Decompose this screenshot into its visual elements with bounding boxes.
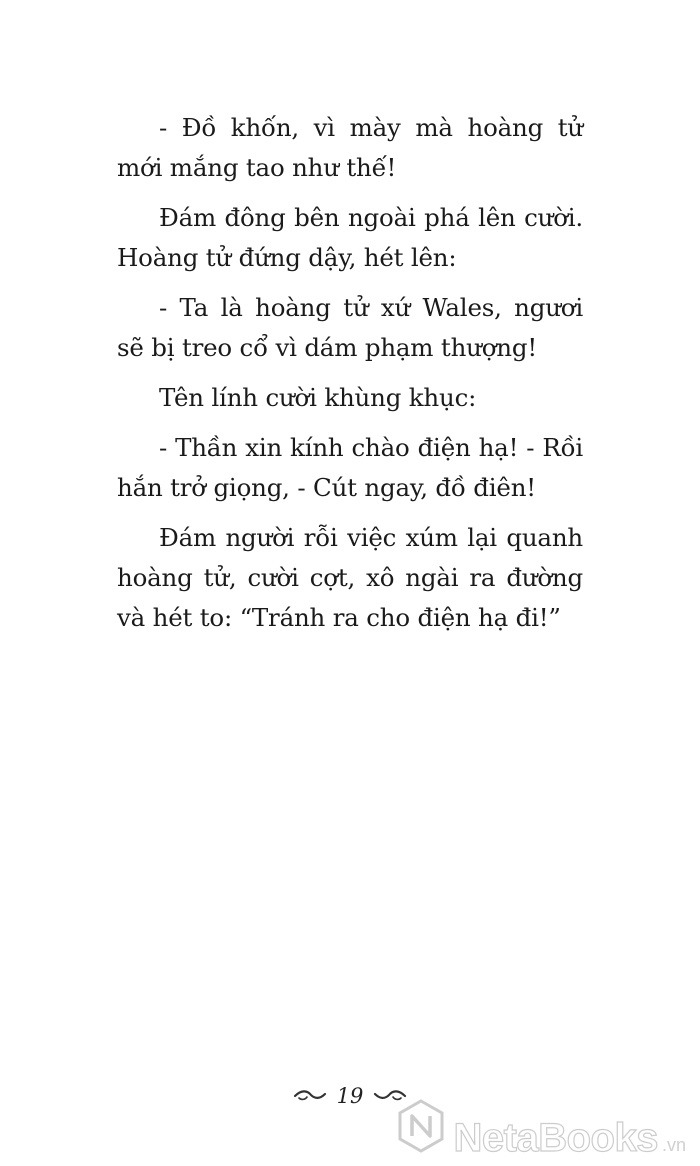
paragraph: Tên lính cười khùng khục: — [159, 383, 477, 412]
paragraph: Đám người rỗi việc xúm lại quanh hoàng tử, cười cợt, xô ngài ra đường và hét to: “Tránh ra cho điện hạ đi!” — [117, 523, 583, 632]
watermark — [396, 1098, 686, 1158]
watermark-suffix: .vn — [661, 1135, 686, 1155]
paragraph: - Đồ khốn, vì mày mà hoàng tử mới mắng tao như thế! — [117, 113, 583, 182]
left-ornament-icon — [293, 1087, 327, 1106]
page-number: 19 — [336, 1084, 364, 1108]
paragraph: - Ta là hoàng tử xứ Wales, ngươi sẽ bị treo cổ vì dám phạm thượng! — [117, 293, 583, 362]
paragraph: Đám đông bên ngoài phá lên cười. Hoàng tử đứng dậy, hét lên: — [117, 203, 583, 272]
paragraph: - Thần xin kính chào điện hạ! - Rồi hắn trở giọng, - Cút ngay, đồ điên! — [117, 433, 583, 502]
watermark-brand: NetaBooks — [453, 1116, 658, 1160]
netabooks-logo-icon — [396, 1098, 446, 1158]
page-body-text — [117, 108, 583, 648]
